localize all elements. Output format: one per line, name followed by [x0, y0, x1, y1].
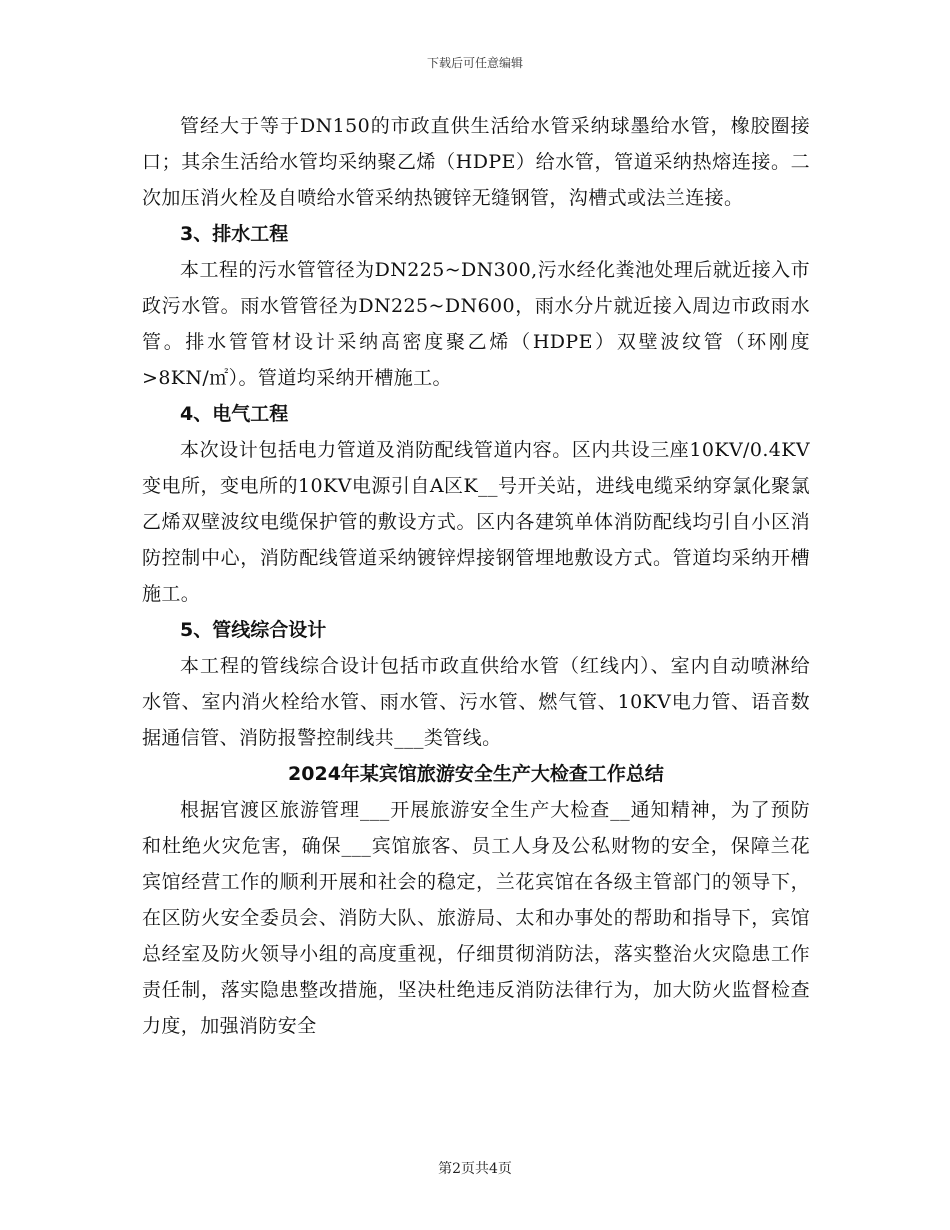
page-header: 下载后可任意编辑 [426, 56, 523, 70]
document-title: 2024年某宾馆旅游安全生产大检查工作总结 [288, 763, 664, 785]
heading-drainage: 3、排水工程 [180, 223, 289, 245]
paragraph-water-supply: 管经大于等于DN150的市政直供生活给水管采纳球墨给水管，橡胶圈接口；其余生活给水管均采纳聚乙烯（HDPE）给水管，管道采纳热熔连接。二次加压消火栓及自喷给水管采纳热镀锌无缝钢管，沟槽式或法兰连接。 [142, 115, 810, 209]
page-footer: 第2页共4页 [438, 1161, 512, 1177]
heading-pipeline-design: 5、管线综合设计 [180, 619, 327, 641]
paragraph-pipeline-design: 本工程的管线综合设计包括市政直供给水管（红线内）、室内自动喷淋给水管、室内消火栓给水管、雨水管、污水管、燃气管、10KV电力管、语音数据通信管、消防报警控制线共___类管线。 [142, 655, 810, 749]
paragraph-drainage: 本工程的污水管管径为DN225~DN300,污水经化粪池处理后就近接入市政污水管。雨水管管径为DN225~DN600，雨水分片就近接入周边市政雨水管。排水管管材设计采纳高密度聚乙烯（HDPE）双壁波纹管（环刚度>8KN/㎡）。管道均采纳开槽施工。 [142, 259, 810, 389]
paragraph-summary: 根据官渡区旅游管理___开展旅游安全生产大检查__通知精神，为了预防和杜绝火灾危害，确保___宾馆旅客、员工人身及公私财物的安全，保障兰花宾馆经营工作的顺利开展和社会的稳定，兰花宾馆在各级主管部门的领导下，在区防火安全委员会、消防大队、旅游局、太和办事处的帮助和指导下，宾馆总经室及防火领导小组的高度重视，仔细贯彻消防法，落实整治火灾隐患工作责任制，落实隐患整改措施，坚决杜绝违反消防法律行为，加大防火监督检查力度，加强消防安全 [142, 799, 810, 1037]
heading-electrical: 4、电气工程 [180, 403, 289, 425]
paragraph-electrical: 本次设计包括电力管道及消防配线管道内容。区内共设三座10KV/0.4KV变电所，变电所的10KV电源引自A区K__号开关站，进线电缆采纳穿氯化聚氯乙烯双壁波纹电缆保护管的敷设方式。区内各建筑单体消防配线均引自小区消防控制中心，消防配线管道采纳镀锌焊接钢管埋地敷设方式。管道均采纳开槽施工。 [142, 439, 810, 605]
document-body [142, 108, 810, 1044]
